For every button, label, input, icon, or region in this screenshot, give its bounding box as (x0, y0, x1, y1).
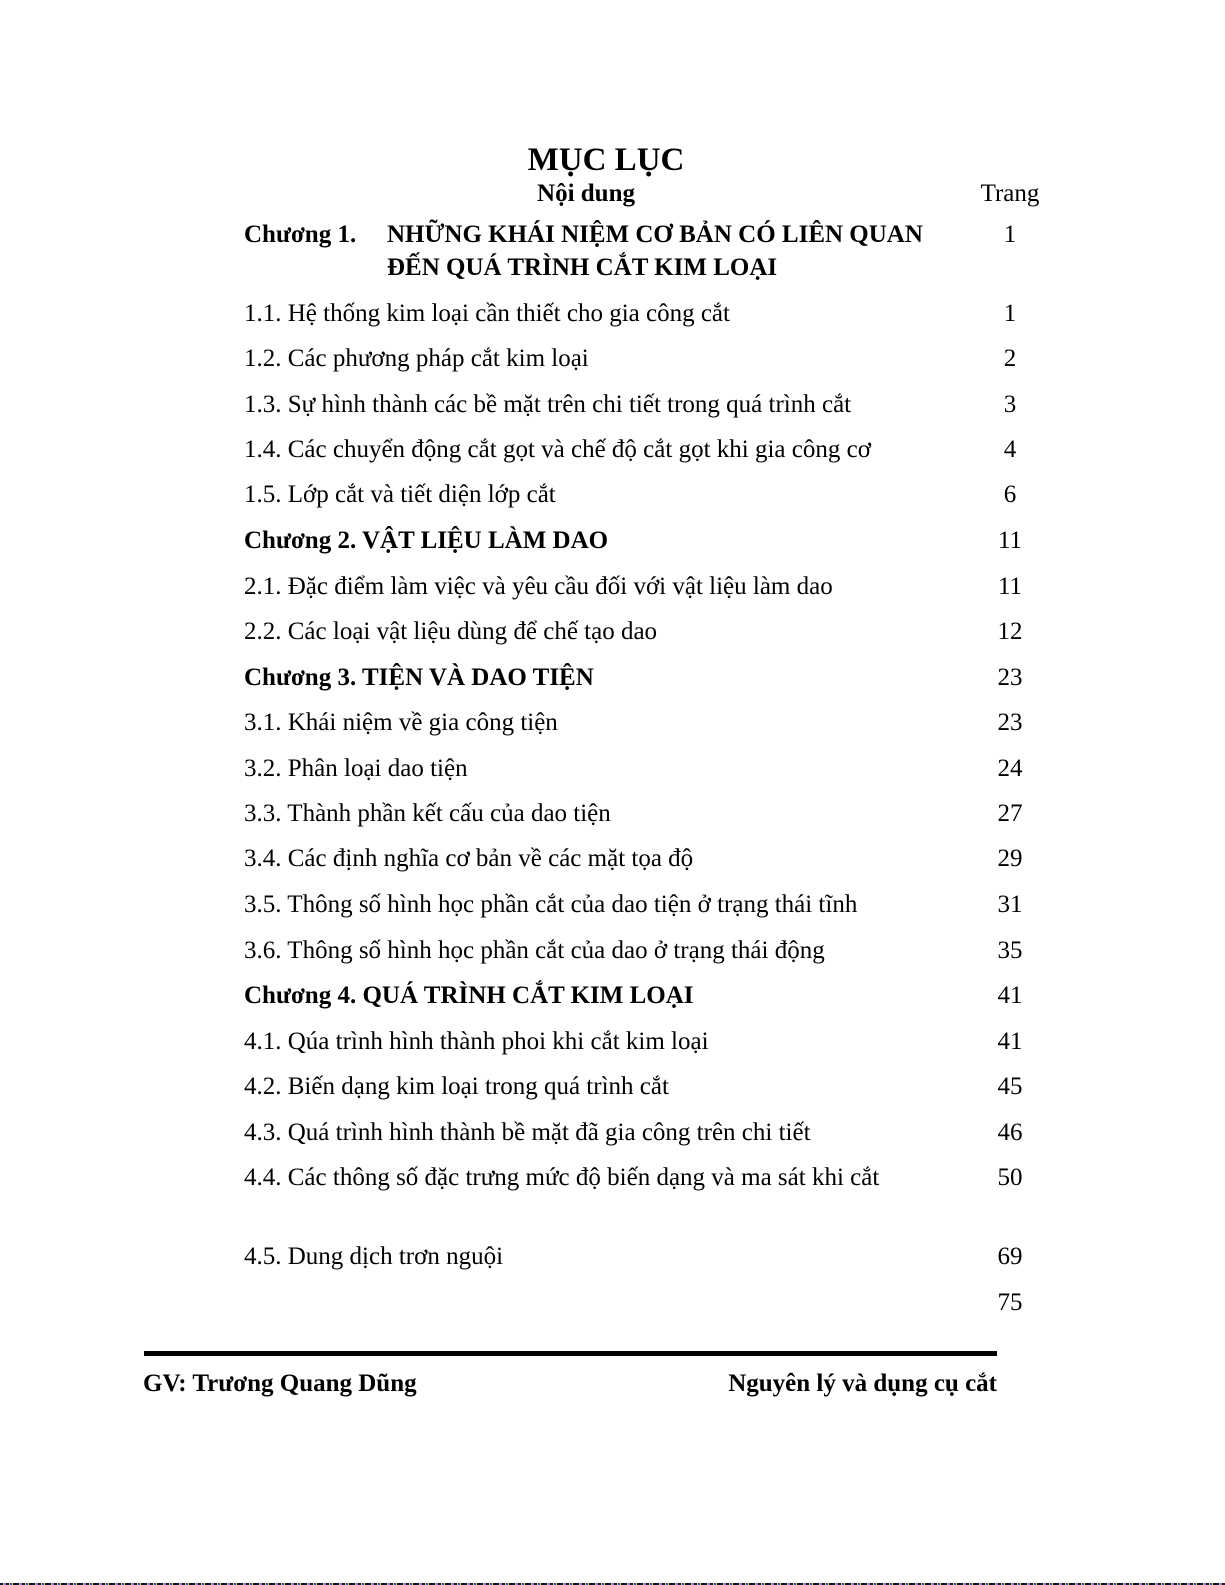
toc-entry-label: 3.6. Thông số hình học phần cắt của dao ở trạng thái động (244, 937, 825, 964)
toc-page-number: 23 (997, 709, 1023, 736)
toc-entry-label: 2.1. Đặc điểm làm việc và yêu cầu đối với vật liệu làm dao (244, 573, 833, 600)
toc-page-number: 23 (997, 664, 1023, 691)
toc-page-number: 29 (997, 845, 1023, 872)
toc-page-number: 69 (997, 1243, 1023, 1270)
toc-page-number: 3 (1003, 391, 1017, 418)
toc-entry-label: 3.3. Thành phần kết cấu của dao tiện (244, 800, 611, 827)
toc-page-number: 1 (1003, 300, 1017, 327)
toc-entry-label: Chương 3. TIỆN VÀ DAO TIỆN (244, 664, 594, 691)
chapter-title-line2: ĐẾN QUÁ TRÌNH CẮT KIM LOẠI (387, 254, 778, 281)
toc-page-number: 41 (997, 982, 1023, 1009)
footer-course-title: Nguyên lý và dụng cụ cắt (728, 1370, 997, 1397)
toc-page-number: 35 (997, 937, 1023, 964)
toc-entry-label: Chương 4. QUÁ TRÌNH CẮT KIM LOẠI (244, 982, 694, 1009)
toc-entry-label: 4.4. Các thông số đặc trưng mức độ biến dạng và ma sát khi cắt (244, 1164, 880, 1191)
toc-entry-label: 3.4. Các định nghĩa cơ bản về các mặt tọa độ (244, 845, 694, 872)
chapter-title-line1: NHỮNG KHÁI NIỆM CƠ BẢN CÓ LIÊN QUAN (387, 221, 923, 248)
toc-page-number: 2 (1003, 345, 1017, 372)
toc-entry-label: 1.5. Lớp cắt và tiết diện lớp cắt (244, 481, 556, 508)
toc-page-number: 6 (1003, 481, 1017, 508)
toc-page-number: 50 (997, 1164, 1023, 1191)
toc-page-number: 46 (997, 1119, 1023, 1146)
toc-entry-label: 3.2. Phân loại dao tiện (244, 755, 468, 782)
toc-entry-label: 1.1. Hệ thống kim loại cần thiết cho gia công cắt (244, 300, 730, 327)
toc-entry-label: 3.1. Khái niệm về gia công tiện (244, 709, 558, 736)
toc-page-number: 45 (997, 1073, 1023, 1100)
toc-entry-label: 1.2. Các phương pháp cắt kim loại (244, 345, 589, 372)
column-header-page: Trang (980, 180, 1040, 207)
toc-page-number: 24 (997, 755, 1023, 782)
toc-page-number: 27 (997, 800, 1023, 827)
toc-page-number: 1 (1003, 221, 1017, 248)
page-title: MỤC LỤC (527, 142, 685, 178)
chapter-prefix: Chương 1. (244, 221, 357, 248)
footer-rule (144, 1351, 997, 1356)
toc-page-number: 4 (1003, 436, 1017, 463)
toc-entry-label: 1.4. Các chuyển động cắt gọt và chế độ cắt gọt khi gia công cơ (244, 436, 871, 463)
toc-entry-label: 4.5. Dung dịch trơn nguội (244, 1243, 504, 1270)
toc-page-number: 31 (997, 891, 1023, 918)
toc-page-number: 41 (997, 1028, 1023, 1055)
toc-entry-label: 4.1. Qúa trình hình thành phoi khi cắt kim loại (244, 1028, 709, 1055)
toc-entry-label: 4.3. Quá trình hình thành bề mặt đã gia công trên chi tiết (244, 1119, 811, 1146)
toc-chapter-1-title (244, 218, 932, 284)
toc-entry-label: 4.2. Biến dạng kim loại trong quá trình cắt (244, 1073, 669, 1100)
toc-entry-label: 1.3. Sự hình thành các bề mặt trên chi tiết trong quá trình cắt (244, 391, 852, 418)
column-header-content: Nội dung (537, 180, 635, 207)
toc-page-number: 11 (997, 527, 1023, 554)
toc-entry-label: 2.2. Các loại vật liệu dùng để chế tạo dao (244, 618, 658, 645)
toc-page-number: 75 (997, 1289, 1023, 1316)
toc-page-number: 11 (997, 573, 1023, 600)
toc-page-number: 12 (997, 618, 1023, 645)
toc-entry-label: 3.5. Thông số hình học phần cắt của dao tiện ở trạng thái tĩnh (244, 891, 858, 918)
footer-author: GV: Trương Quang Dũng (143, 1370, 417, 1397)
toc-entry-label: Chương 2. VẬT LIỆU LÀM DAO (244, 527, 609, 554)
